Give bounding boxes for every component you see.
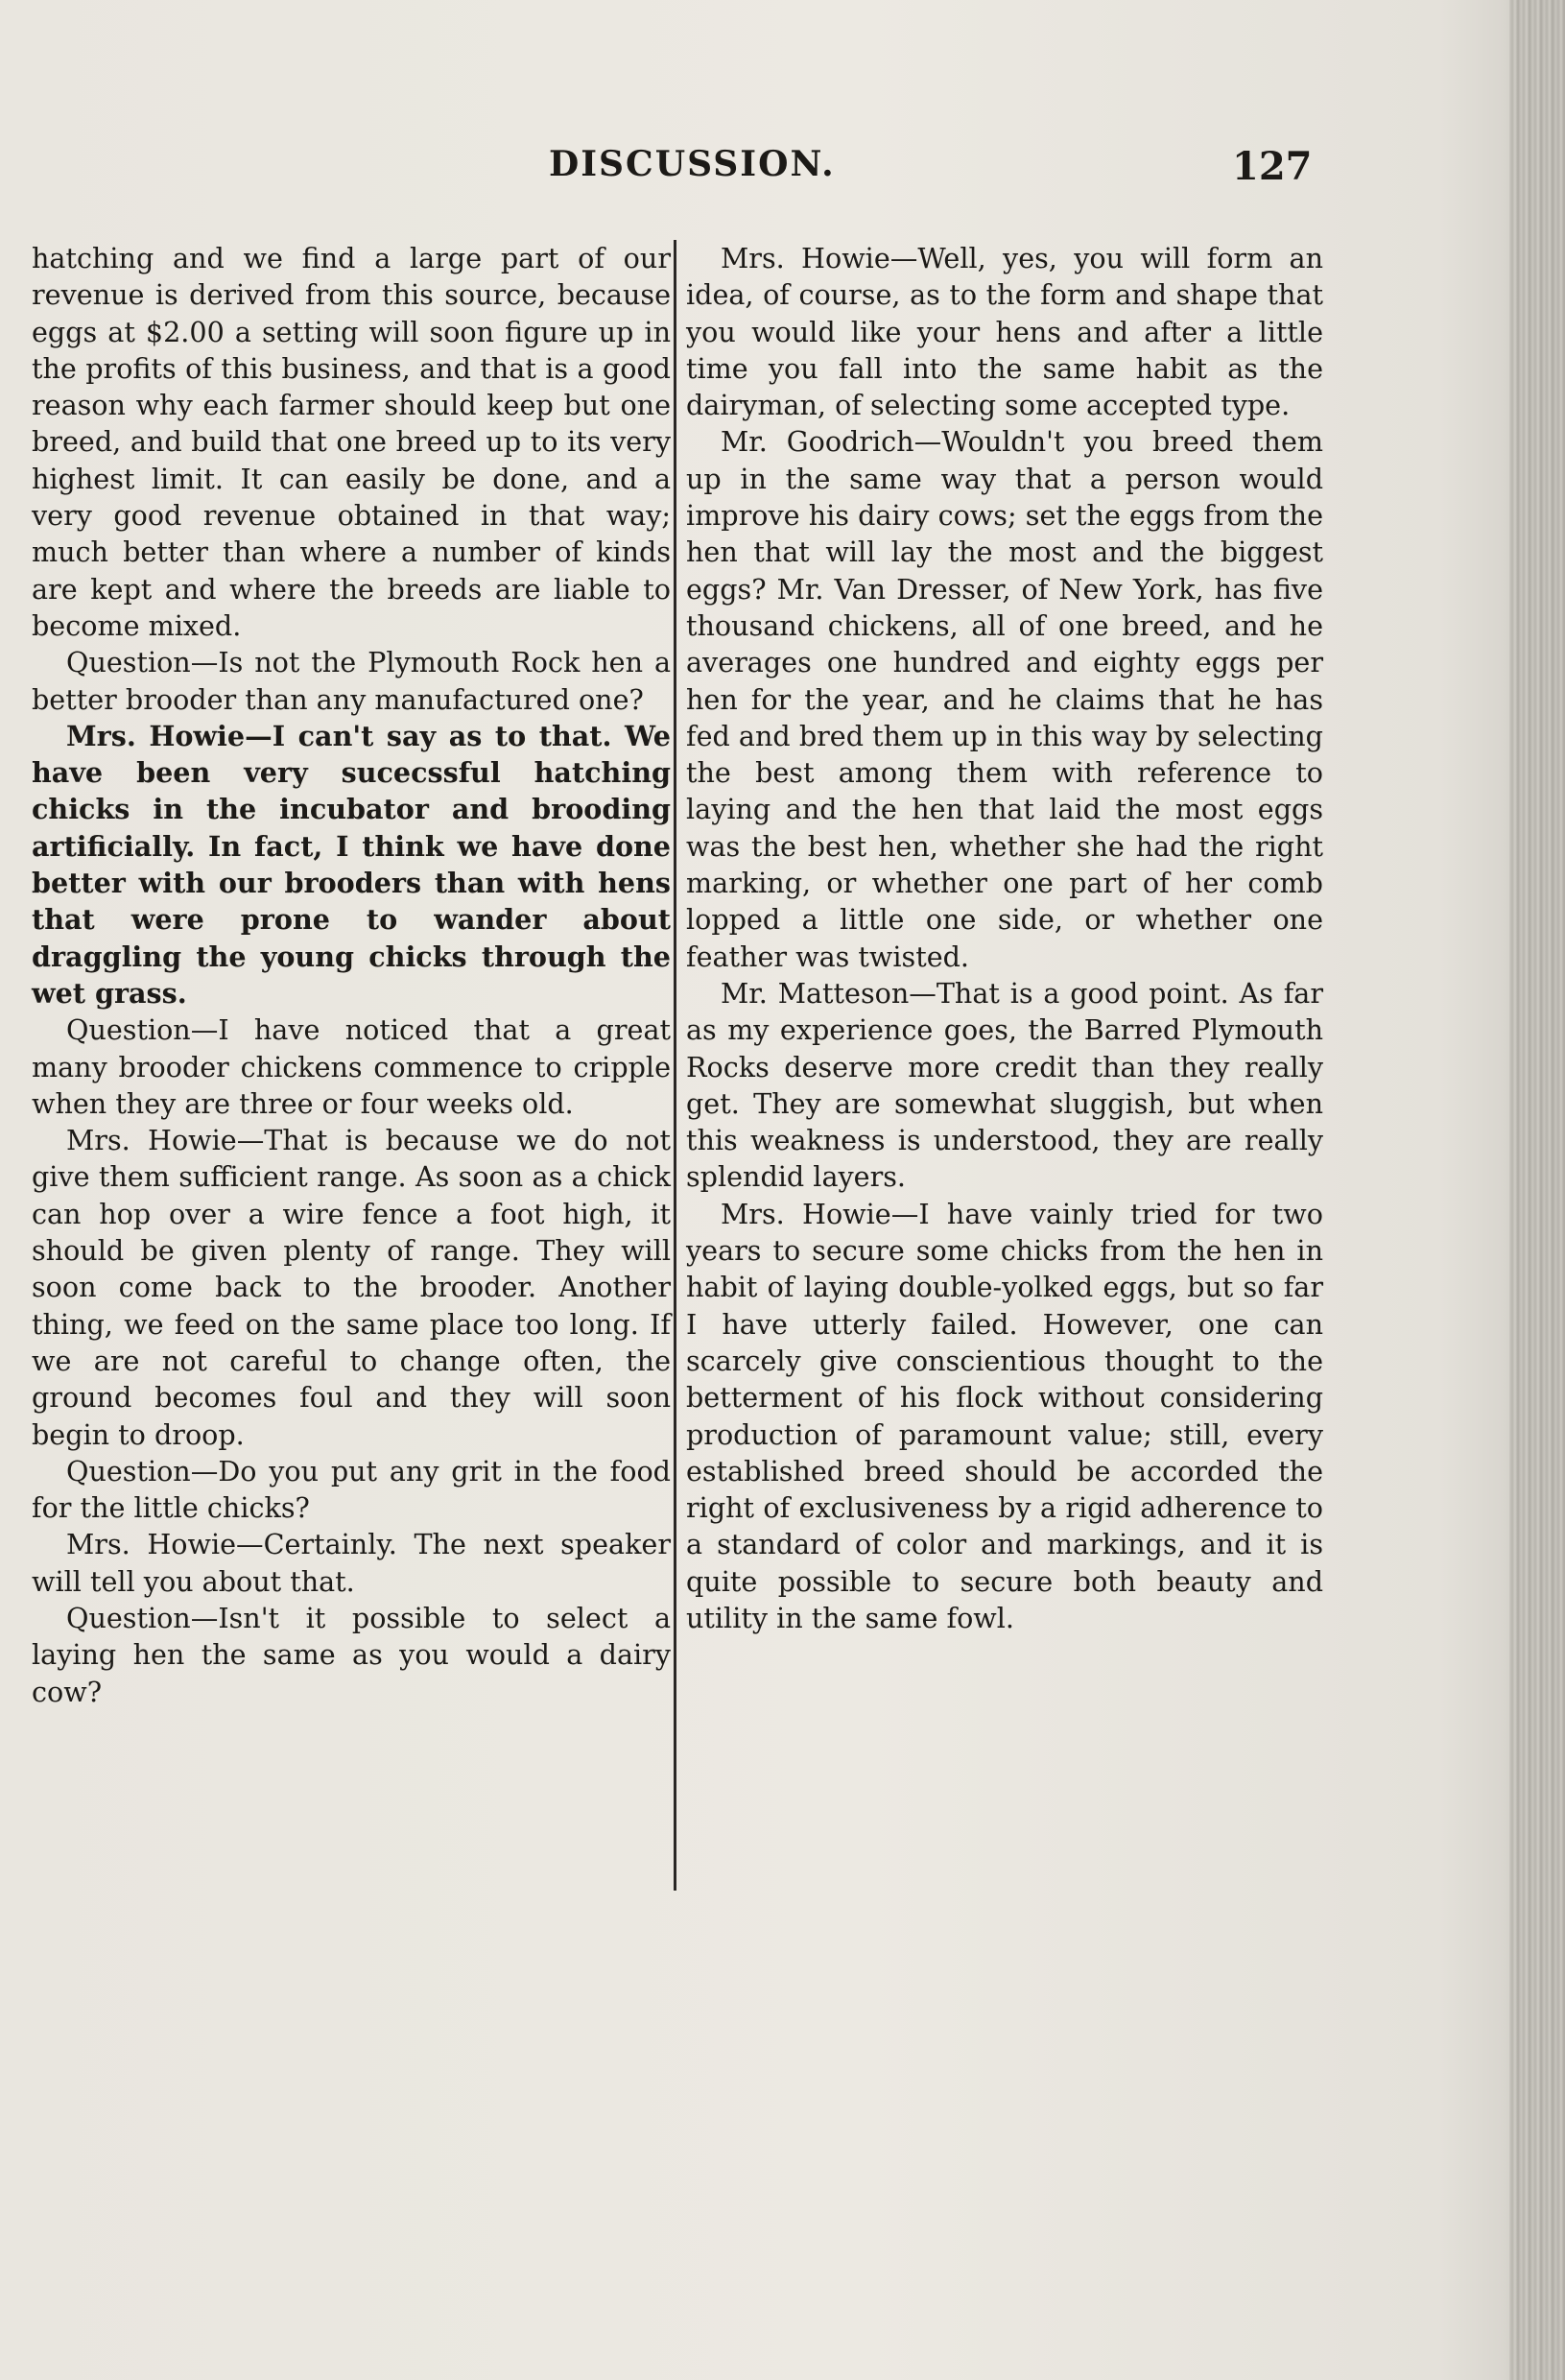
paragraph: Question—Do you put any grit in the food for the little chicks? (32, 1454, 671, 1525)
paragraph: Question—Is not the Plymouth Rock hen a better brooder than any manufactured one? (32, 646, 671, 716)
paragraph: Mrs. Howie—I can't say as to that. We have been very sucecssful hatching chicks in the incubator and brooding artificially. In fact, I think we have done better with our brooders than with hens that were prone to wander about draggling the young chicks through the wet grass. (32, 719, 671, 1010)
paragraph: Mrs. Howie—Well, yes, you will form an idea, of course, as to the form and shape that you would like your hens and after a little time you fall into the same habit as the dairyman, of selecting some accepted type. (686, 242, 1323, 422)
paragraph: Mrs. Howie—I have vainly tried for two years to secure some chicks from the hen in habit of laying double-yolked eggs, but so far I have utterly failed. However, one can scarcely give conscientious thought to the betterment of his flock without considering production of paramount value; still, every established breed should be accorded the right of exclusiveness by a rigid adherence to a standard of color and markings, and it is quite possible to secure both beauty and utility in the same fowl. (686, 1197, 1323, 1634)
paragraph: Question—I have noticed that a great many brooder chickens commence to cripple when they are three or four weeks old. (32, 1013, 671, 1120)
page-edge (1509, 0, 1565, 2380)
column-divider (674, 240, 676, 1891)
paragraph: hatching and we find a large part of our revenue is derived from this source, because eggs at $2.00 a setting will soon figure up in the profits of this business, and that is a good reason why each farmer should keep but one breed, and build that one breed up to its very highest limit. It can easily be done, and a very good revenue obtained in that way; much better than where a number of kinds are kept and where the breeds are liable to become mixed. (32, 242, 671, 642)
right-column (686, 240, 1323, 1636)
paragraph: Mrs. Howie—Certainly. The next speaker will tell you about that. (32, 1528, 671, 1598)
paragraph: Mr. Matteson—That is a good point. As far as my experience goes, the Barred Plymouth Rocks deserve more credit than they really get. They are somewhat sluggish, but when this weakness is understood, they are really splendid layers. (686, 976, 1323, 1194)
left-column (32, 240, 671, 1710)
paragraph: Question—Isn't it possible to select a laying hen the same as you would a dairy cow? (32, 1601, 671, 1708)
page-number: 127 (1232, 144, 1313, 189)
paragraph: Mrs. Howie—That is because we do not give them sufficient range. As soon as a chick can hop over a wire fence a foot high, it should be given plenty of range. They will soon come back to the brooder. Another thing, we feed on the same place too long. If we are not careful to change often, the ground becomes foul and they will soon begin to droop. (32, 1124, 671, 1451)
running-head-title: DISCUSSION. (549, 144, 836, 184)
paragraph: Mr. Goodrich—Wouldn't you breed them up in the same way that a person would improve his dairy cows; set the eggs from the hen that will lay the most and the biggest eggs? Mr. Van Dresser, of New York, has five thousand chickens, all of one breed, and he averages one hundred and eighty eggs per hen for the year, and he claims that he has fed and bred them up in this way by selecting the best among them with reference to laying and the hen that laid the most eggs was the best hen, whether she had the right marking, or whether one part of her comb lopped a little one side, or whether one feather was twisted. (686, 425, 1323, 973)
running-head (0, 144, 1565, 202)
